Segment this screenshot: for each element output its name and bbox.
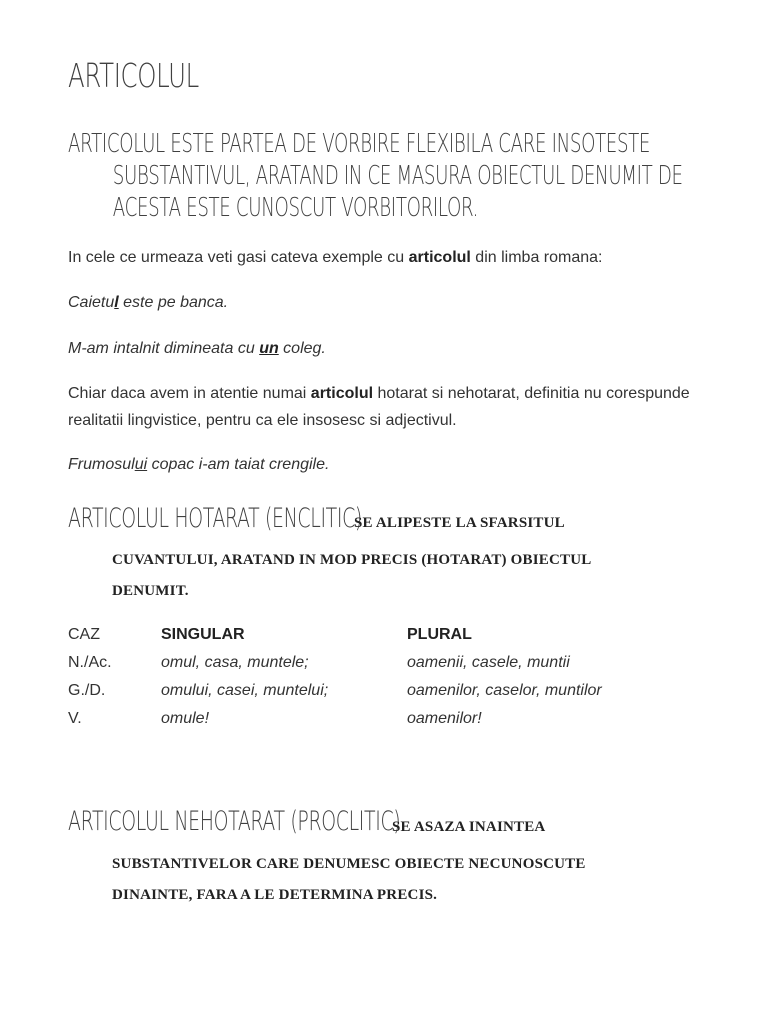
table-row <box>68 705 707 733</box>
plural-cell: oamenilor, caselor, muntilor <box>407 682 602 699</box>
example-1-text-end: este pe banca. <box>118 294 229 311</box>
example-1-text: Caietu <box>68 294 115 311</box>
indefinite-description-line-3: DINAINTE, FARA A LE DETERMINA PRECIS. <box>112 887 438 903</box>
example-1-article: l <box>114 294 119 311</box>
case-cell: G./D. <box>68 682 106 699</box>
table-row <box>68 677 707 705</box>
definite-description-line-3: DENUMIT. <box>112 583 189 599</box>
definition-heading: ARTICOLUL ESTE PARTEA DE VORBIRE FLEXIBILA CARE INSOTESTE SUBSTANTIVUL, ARATAND IN CE MASURA OBIECTUL DENUMIT DE ACESTA ESTE CUNOSCUT VORBITORILOR. <box>68 129 683 223</box>
declension-table <box>68 621 707 733</box>
indefinite-description <box>112 849 712 911</box>
example-3-text: Frumosul <box>68 456 135 473</box>
header-singular: SINGULAR <box>161 626 245 643</box>
example-sentence-2 <box>68 336 708 362</box>
table-header-row <box>68 621 707 649</box>
indefinite-description-line-1: SE ASAZA INAINTEA <box>392 819 546 835</box>
example-3-article: ui <box>134 456 148 473</box>
singular-cell: omule! <box>161 710 210 727</box>
definite-description-line-1: SE ALIPESTE LA SFARSITUL <box>354 515 565 531</box>
section-heading-indefinite: ARTICOLUL NEHOTARAT (PROCLITIC) <box>68 806 401 837</box>
plural-cell: oamenilor! <box>407 710 482 727</box>
note-text-end: hotarat si nehotarat, definitia nu corespunde realitatii lingvistice, pentru ca ele insosesc si adjectivul. <box>68 385 690 429</box>
section-heading-definite: ARTICOLUL HOTARAT (ENCLITIC) <box>68 503 362 534</box>
page-title: ARTICOLUL <box>68 56 199 95</box>
example-3-text-end: copac i-am taiat crengile. <box>147 456 330 473</box>
singular-cell: omul, casa, muntele; <box>161 654 309 671</box>
intro-text-end: din limba romana: <box>470 249 603 266</box>
header-plural: PLURAL <box>407 626 472 643</box>
example-sentence-3 <box>68 452 708 478</box>
table-row <box>68 649 707 677</box>
plural-cell: oamenii, casele, muntii <box>407 654 570 671</box>
example-sentence-1 <box>68 290 708 316</box>
note-bold-term: articolul <box>310 385 374 402</box>
example-2-text-end: coleg. <box>278 340 326 357</box>
intro-paragraph <box>68 245 708 271</box>
note-text: Chiar daca avem in atentie numai <box>68 385 311 402</box>
intro-text: In cele ce urmeaza veti gasi cateva exemple cu <box>68 249 409 266</box>
note-paragraph <box>68 380 708 434</box>
definite-description <box>112 545 712 607</box>
case-cell: V. <box>68 710 82 727</box>
header-case: CAZ <box>68 626 100 643</box>
intro-bold-term: articolul <box>408 249 471 266</box>
singular-cell: omului, casei, muntelui; <box>161 682 329 699</box>
example-2-text: M-am intalnit dimineata cu <box>68 340 260 357</box>
indefinite-description-line-2: SUBSTANTIVELOR CARE DENUMESC OBIECTE NECUNOSCUTE <box>112 856 586 872</box>
definite-description-line-2: CUVANTULUI, ARATAND IN MOD PRECIS (HOTARAT) OBIECTUL <box>112 552 592 568</box>
case-cell: N./Ac. <box>68 654 112 671</box>
example-2-article: un <box>259 340 279 357</box>
